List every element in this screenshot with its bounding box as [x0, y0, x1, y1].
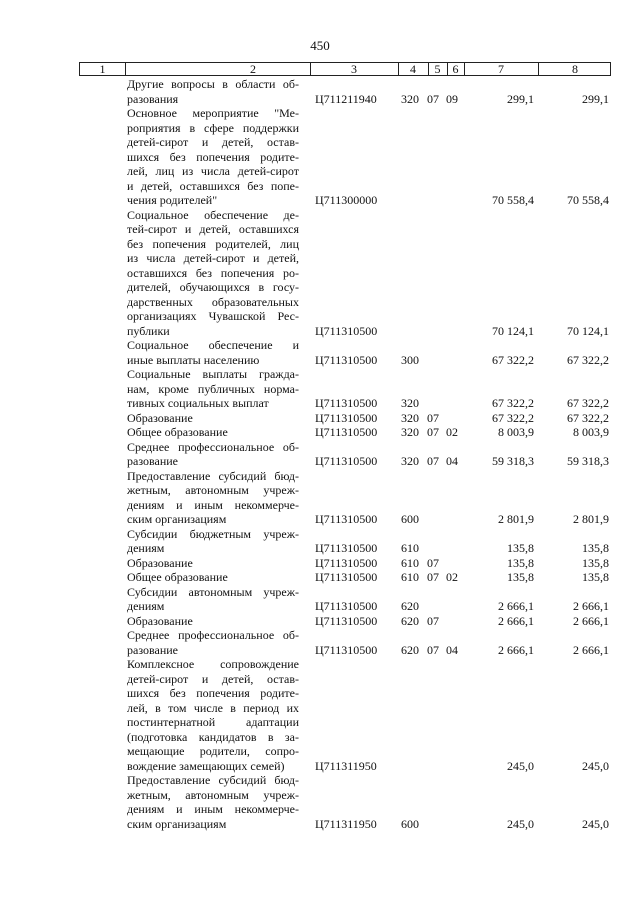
section-code: 07: [427, 613, 439, 628]
description-line: Предоставление субсидий бюд-: [127, 468, 299, 483]
row-description: [127, 208, 299, 339]
amount-col-7: 67 322,2: [492, 396, 534, 410]
amount-col-8: 135,8: [582, 541, 609, 555]
amount-col-7: 67 322,2: [492, 352, 534, 367]
target-code: Ц711310500: [315, 410, 378, 425]
description-line: Социальное обеспечение и: [127, 338, 299, 352]
description-line: Социальные выплаты гражда-: [127, 367, 299, 381]
section-code: 07: [427, 555, 439, 570]
description-line: Общее образование: [127, 570, 228, 584]
amount-col-8: 245,0: [582, 758, 609, 773]
subsection-code: 09: [446, 91, 458, 106]
target-code: Ц711310500: [315, 512, 378, 526]
row-description: [127, 367, 299, 411]
expense-type-code: 320: [401, 454, 419, 468]
target-code: Ц711310500: [315, 570, 378, 584]
table-row: [0, 773, 640, 831]
expense-type-code: 600: [401, 512, 419, 526]
table-row: [0, 527, 640, 556]
amount-col-8: 70 124,1: [567, 323, 609, 338]
description-line: лей, в том числе в период их: [127, 700, 299, 715]
target-code: Ц711310500: [315, 323, 378, 338]
description-line: Образование: [127, 555, 193, 570]
amount-col-8: 67 322,2: [567, 410, 609, 425]
table-row: [0, 614, 640, 629]
subsection-code: 04: [446, 454, 458, 468]
description-line: вождение замещающих семей): [127, 758, 285, 773]
target-code: Ц711310500: [315, 425, 378, 439]
expense-type-code: 620: [401, 642, 419, 657]
amount-col-8: 2 666,1: [573, 642, 609, 657]
amount-col-7: 59 318,3: [492, 454, 534, 468]
amount-col-7: 70 124,1: [492, 323, 534, 338]
header-col-8: 8: [572, 62, 578, 76]
subsection-code: 02: [446, 570, 458, 584]
description-line: разование: [127, 454, 178, 468]
description-line: Субсидии автономным учреж-: [127, 584, 299, 599]
description-line: (подготовка кандидатов в за-: [127, 729, 299, 744]
amount-col-8: 59 318,3: [567, 454, 609, 468]
amount-col-7: 245,0: [507, 758, 534, 773]
target-code: Ц711310500: [315, 613, 378, 628]
description-line: тивных социальных выплат: [127, 396, 269, 410]
expense-type-code: 620: [401, 599, 419, 613]
description-line: дениям: [127, 599, 165, 613]
description-line: нам, кроме публичных норма-: [127, 381, 299, 396]
amount-col-8: 67 322,2: [567, 352, 609, 367]
target-code: Ц711211940: [315, 91, 377, 106]
expense-type-code: 610: [401, 541, 419, 555]
section-code: 07: [427, 454, 439, 468]
description-line: лей, лиц из числа детей-сирот: [127, 164, 299, 178]
row-description: [127, 338, 299, 367]
description-line: Комплексное сопровождение: [127, 657, 299, 671]
amount-col-7: 70 558,4: [492, 193, 534, 207]
expense-type-code: 610: [401, 570, 419, 584]
table-row: [0, 77, 640, 106]
row-description: [127, 425, 299, 440]
expense-type-code: 610: [401, 555, 419, 570]
amount-col-7: 8 003,9: [498, 425, 534, 439]
header-col-3: 3: [351, 62, 357, 76]
description-line: Среднее профессиональное об-: [127, 439, 299, 454]
description-line: ским организациям: [127, 816, 227, 831]
description-line: и детей, оставшихся без попе-: [127, 178, 299, 193]
description-line: детей-сирот и детей, остав-: [127, 671, 299, 686]
expense-type-code: 600: [401, 816, 419, 831]
amount-col-7: 2 666,1: [498, 599, 534, 613]
header-col-7: 7: [498, 62, 504, 76]
expense-type-code: 320: [401, 396, 419, 410]
amount-col-7: 67 322,2: [492, 410, 534, 425]
table-row: [0, 440, 640, 469]
description-line: мещающие родители, сопро-: [127, 744, 299, 758]
description-line: организациях Чувашской Рес-: [127, 309, 299, 323]
row-description: [127, 556, 299, 571]
table-header: [79, 62, 611, 76]
subsection-code: 04: [446, 642, 458, 657]
amount-col-7: 2 666,1: [498, 613, 534, 628]
amount-col-8: 2 666,1: [573, 613, 609, 628]
description-line: Основное мероприятие "Ме-: [127, 106, 299, 120]
expense-type-code: 320: [401, 425, 419, 439]
target-code: Ц711311950: [315, 816, 377, 831]
amount-col-8: 299,1: [582, 91, 609, 106]
target-code: Ц711310500: [315, 555, 378, 570]
description-line: Среднее профессиональное об-: [127, 628, 299, 642]
table-row: [0, 106, 640, 208]
table-row: [0, 411, 640, 426]
description-line: дителей, обучающихся в госу-: [127, 280, 299, 294]
description-line: оставшихся без попечения ро-: [127, 265, 299, 280]
description-line: Образование: [127, 613, 193, 628]
amount-col-7: 245,0: [507, 816, 534, 831]
description-line: дарственных образовательных: [127, 294, 299, 309]
header-col-4: 4: [410, 62, 416, 76]
table-row: [0, 425, 640, 440]
target-code: Ц711310500: [315, 541, 378, 555]
description-line: ским организациям: [127, 512, 227, 526]
row-description: [127, 77, 299, 106]
description-line: жетным, автономным учреж-: [127, 787, 299, 802]
description-line: Предоставление субсидий бюд-: [127, 773, 299, 787]
table-row: [0, 556, 640, 571]
description-line: публики: [127, 323, 170, 338]
description-line: шихся без попечения родите-: [127, 686, 299, 700]
amount-col-8: 67 322,2: [567, 396, 609, 410]
row-description: [127, 614, 299, 629]
table-row: [0, 367, 640, 411]
section-code: 07: [427, 425, 439, 439]
subsection-code: 02: [446, 425, 458, 439]
header-col-6: 6: [452, 62, 459, 76]
description-line: из числа детей-сирот и детей,: [127, 251, 299, 265]
table-row: [0, 208, 640, 339]
amount-col-8: 135,8: [582, 555, 609, 570]
section-code: 07: [427, 91, 439, 106]
page-number: 450: [310, 38, 330, 53]
description-line: Общее образование: [127, 425, 228, 439]
amount-col-7: 135,8: [507, 555, 534, 570]
target-code: Ц711310500: [315, 642, 378, 657]
description-line: Субсидии бюджетным учреж-: [127, 526, 299, 541]
expense-type-code: 620: [401, 613, 419, 628]
description-line: постинтернатной адаптации: [127, 715, 299, 729]
description-line: детей-сирот и детей, остав-: [127, 135, 299, 149]
target-code: Ц711300000: [315, 193, 378, 207]
row-description: [127, 440, 299, 469]
amount-col-7: 2 801,9: [498, 512, 534, 526]
amount-col-7: 299,1: [507, 91, 534, 106]
section-code: 07: [427, 570, 439, 584]
header-col-2: 2: [250, 62, 256, 76]
header-col-1: 1: [99, 62, 106, 76]
target-code: Ц711310500: [315, 396, 378, 410]
amount-col-8: 2 666,1: [573, 599, 609, 613]
row-description: [127, 773, 299, 831]
target-code: Ц711311950: [315, 758, 377, 773]
description-line: дениям: [127, 541, 165, 555]
table-row: [0, 338, 640, 367]
row-description: [127, 657, 299, 773]
amount-col-7: 135,8: [507, 570, 534, 584]
description-line: дениям и иным некоммерче-: [127, 497, 299, 512]
section-code: 07: [427, 410, 439, 425]
description-line: иные выплаты населению: [127, 352, 260, 367]
table-row: [0, 628, 640, 657]
description-line: тей-сирот и детей, оставшихся: [127, 222, 299, 236]
description-line: Другие вопросы в области об-: [127, 77, 299, 91]
header-col-5: 5: [434, 62, 441, 76]
target-code: Ц711310500: [315, 454, 378, 468]
description-line: разование: [127, 642, 178, 657]
row-description: [127, 628, 299, 657]
amount-col-8: 245,0: [582, 816, 609, 831]
table-row: [0, 657, 640, 773]
description-line: роприятия в сфере поддержки: [127, 120, 299, 135]
amount-col-8: 2 801,9: [573, 512, 609, 526]
description-line: чения родителей": [127, 193, 218, 207]
description-line: разования: [127, 91, 179, 106]
expense-type-code: 320: [401, 410, 419, 425]
row-description: [127, 411, 299, 426]
amount-col-8: 135,8: [582, 570, 609, 584]
target-code: Ц711310500: [315, 352, 378, 367]
description-line: без попечения родителей, лиц: [127, 236, 299, 251]
row-description: [127, 469, 299, 527]
expense-type-code: 320: [401, 91, 419, 106]
section-code: 07: [427, 642, 439, 657]
row-description: [127, 570, 299, 585]
target-code: Ц711310500: [315, 599, 378, 613]
amount-col-8: 70 558,4: [567, 193, 609, 207]
row-description: [127, 106, 299, 208]
table-row: [0, 469, 640, 527]
description-line: шихся без попечения родите-: [127, 149, 299, 164]
description-line: Образование: [127, 410, 193, 425]
row-description: [127, 527, 299, 556]
amount-col-8: 8 003,9: [573, 425, 609, 439]
table-row: [0, 585, 640, 614]
description-line: жетным, автономным учреж-: [127, 483, 299, 497]
amount-col-7: 2 666,1: [498, 642, 534, 657]
row-description: [127, 585, 299, 614]
amount-col-7: 135,8: [507, 541, 534, 555]
description-line: дениям и иным некоммерче-: [127, 802, 299, 816]
table-body: [0, 77, 640, 831]
description-line: Социальное обеспечение де-: [127, 207, 299, 222]
expense-type-code: 300: [401, 352, 419, 367]
table-row: [0, 570, 640, 585]
